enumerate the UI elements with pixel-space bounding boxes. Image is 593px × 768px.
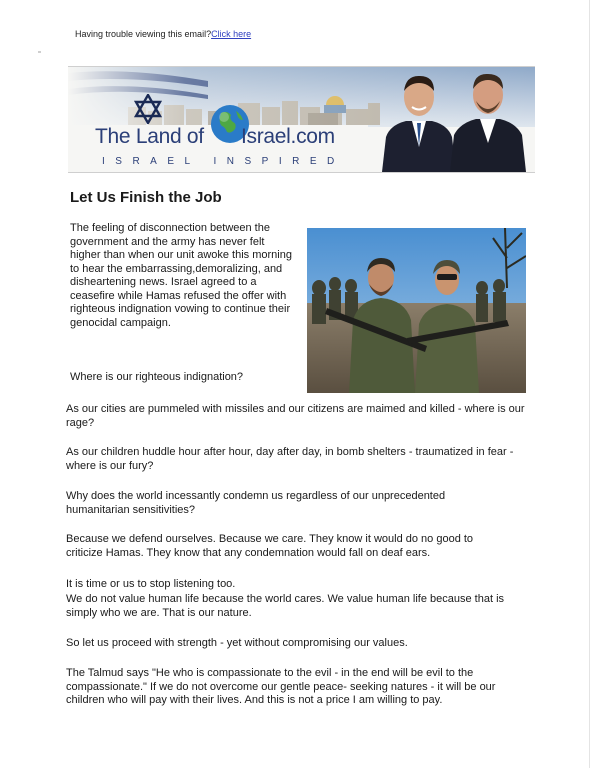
email-trouble-line — [75, 29, 251, 39]
presenters-photo — [376, 67, 535, 172]
paragraph-9: So let us proceed with strength - yet without compromising our values. — [66, 637, 408, 649]
trouble-text: Having trouble viewing this email? — [75, 29, 212, 39]
article-title: Let Us Finish the Job — [70, 189, 222, 206]
paragraph-3: As our cities are pummeled with missiles and our citizens are maimed and killed - where is our rage? — [66, 403, 525, 429]
soldiers-photo — [307, 228, 526, 393]
site-banner[interactable] — [68, 66, 535, 173]
star-of-david-icon — [134, 94, 162, 124]
paragraph-1: The feeling of disconnection between the government and the army has never felt higher than when our unit awoke this morning to hear the embarrassing,demoralizing, and disheartening news. Israel agreed to a ceasefire while Hamas refused the offer with righteous indignation vowing to continue their genocidal campaign. — [70, 222, 292, 329]
logo-part-1: The Land of — [95, 125, 204, 148]
site-tagline: ISRAEL INSPIRED — [102, 156, 345, 167]
paragraph-8: We do not value human life because the world cares. We value human life because that is simply who we are. That is our nature. — [66, 593, 505, 619]
paragraph-7: It is time or us to stop listening too. — [66, 578, 236, 590]
click-here-link[interactable]: Click here — [211, 29, 252, 39]
paragraph-2: Where is our righteous indignation? — [70, 371, 244, 383]
scan-speck — [38, 51, 41, 53]
paragraph-10: The Talmud says "He who is compassionate to the evil - in the end will be evil to the compassionate." If we do not overcome our gentle peace- seeking natures - it will be our children who will pay with their lives. And this is not a price I am willing to pay. — [66, 667, 496, 706]
paragraph-5: Why does the world incessantly condemn us regardless of our unprecedented humanitarian sensitivities? — [66, 490, 446, 516]
paragraph-6: Because we defend ourselves. Because we care. They know it would do no good to criticize Hamas. They know that any condemnation would fall on deaf ears. — [66, 533, 474, 559]
paragraph-4: As our children huddle hour after hour, day after day, in bomb shelters - traumatized in fear - where is our fury? — [66, 446, 514, 472]
page-edge — [589, 0, 590, 768]
logo-part-2: Israel.com — [241, 125, 335, 148]
